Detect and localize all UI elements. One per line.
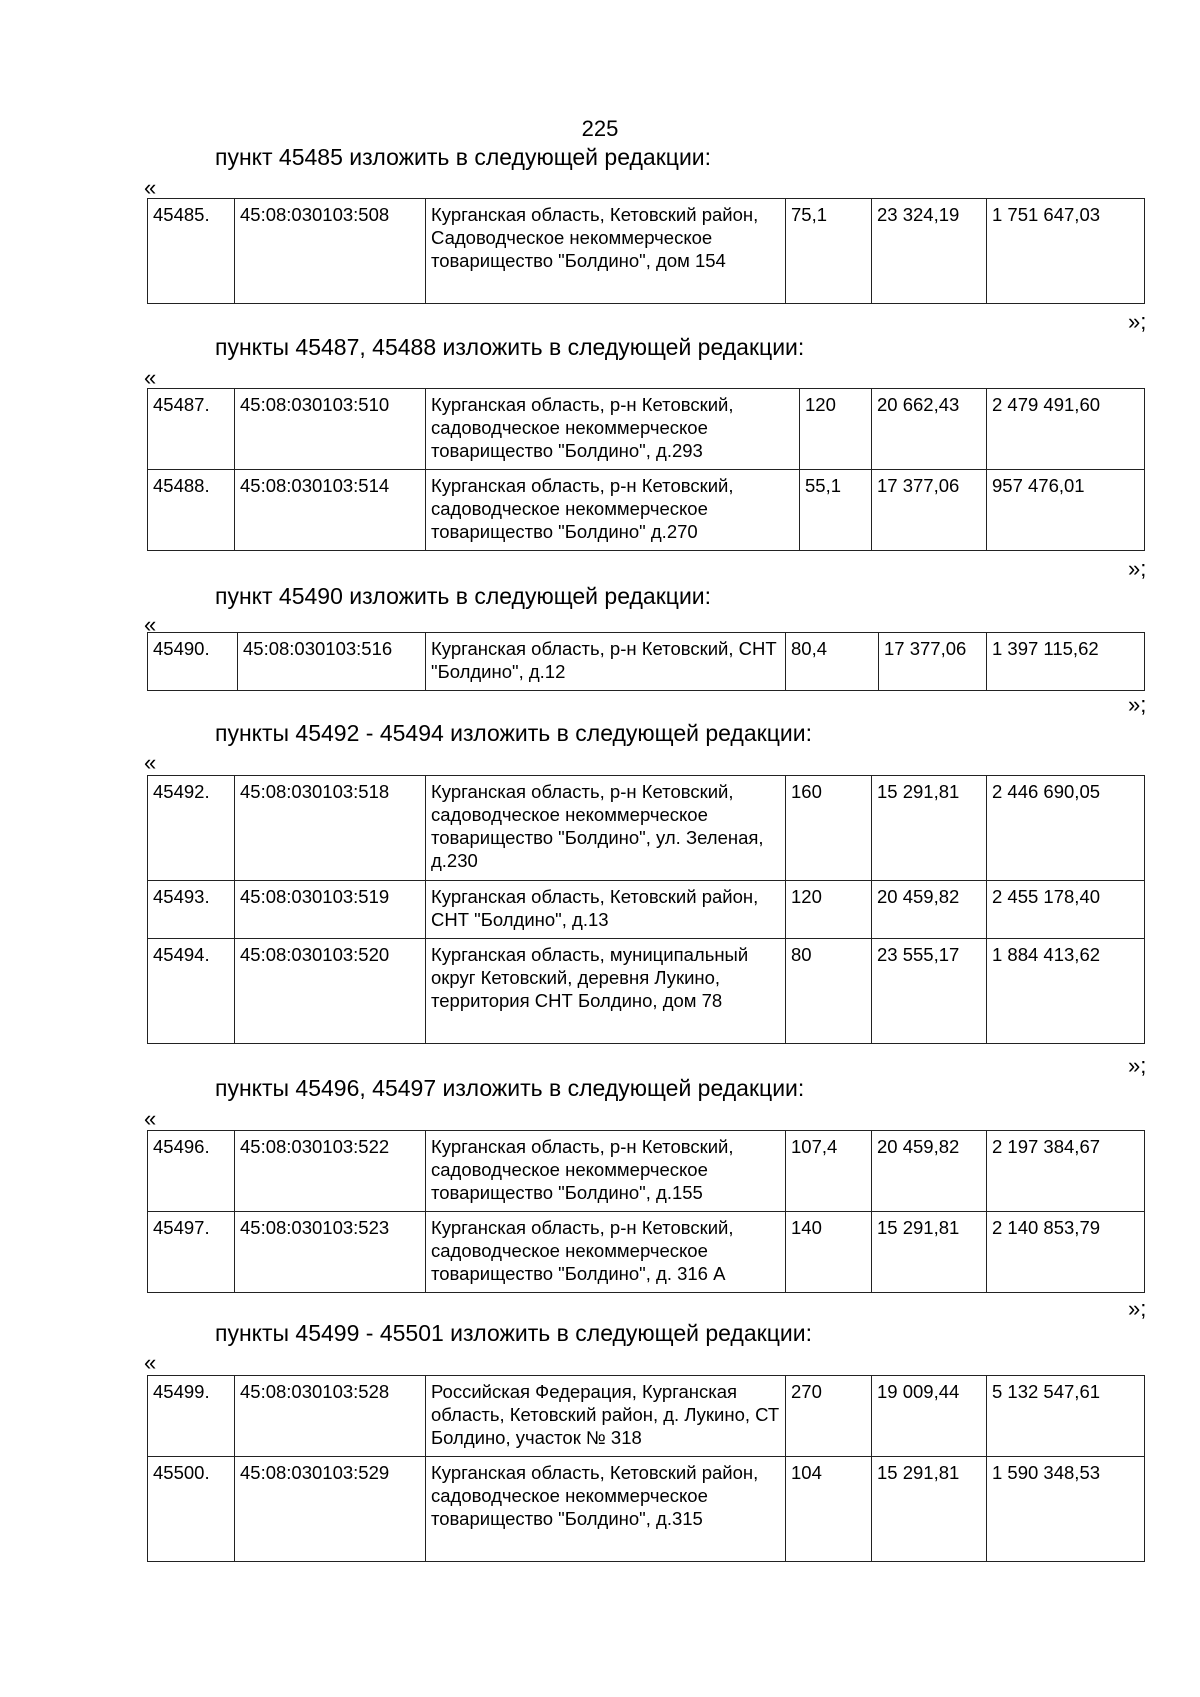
closing-quote: »; — [1128, 1053, 1147, 1078]
closing-quote: »; — [1128, 556, 1147, 581]
table-row — [148, 1376, 1145, 1457]
table-row — [148, 939, 1145, 1044]
section-heading: пункты 45487, 45488 изложить в следующей редакции: — [215, 334, 805, 360]
table-row — [148, 633, 1145, 691]
cadastral-number: 45:08:030103:529 — [235, 1457, 426, 1562]
cadastral-value: 2 197 384,67 — [987, 1131, 1145, 1212]
address: Курганская область, р-н Кетовский, садоводческое некоммерческое товарищество "Болдино", ул. Зеленая, д.230 — [426, 776, 786, 881]
area: 55,1 — [800, 470, 872, 551]
price-per-unit: 20 459,82 — [872, 1131, 987, 1212]
area: 270 — [786, 1376, 872, 1457]
address: Курганская область, р-н Кетовский, садоводческое некоммерческое товарищество "Болдино" д.270 — [426, 470, 800, 551]
cadastral-number: 45:08:030103:510 — [235, 389, 426, 470]
cadastral-number: 45:08:030103:508 — [235, 199, 426, 304]
price-per-unit: 20 459,82 — [872, 881, 987, 939]
table-row — [148, 881, 1145, 939]
property-table — [147, 1375, 1145, 1562]
cadastral-number: 45:08:030103:520 — [235, 939, 426, 1044]
cadastral-value: 2 140 853,79 — [987, 1212, 1145, 1293]
opening-quote: « — [144, 1106, 157, 1131]
address: Российская Федерация, Курганская область, Кетовский район, д. Лукино, СТ Болдино, участок № 318 — [426, 1376, 786, 1457]
cadastral-number: 45:08:030103:523 — [235, 1212, 426, 1293]
cadastral-number: 45:08:030103:522 — [235, 1131, 426, 1212]
opening-quote: « — [144, 365, 157, 390]
address: Курганская область, р-н Кетовский, садоводческое некоммерческое товарищество "Болдино", д. 316 А — [426, 1212, 786, 1293]
section-heading: пункт 45485 изложить в следующей редакции: — [215, 144, 712, 170]
price-per-unit: 23 324,19 — [872, 199, 987, 304]
cadastral-value: 1 751 647,03 — [987, 199, 1145, 304]
cadastral-value: 1 397 115,62 — [987, 633, 1145, 691]
section-heading: пункты 45492 - 45494 изложить в следующей редакции: — [215, 720, 812, 746]
area: 160 — [786, 776, 872, 881]
cadastral-value: 2 455 178,40 — [987, 881, 1145, 939]
cadastral-value: 1 590 348,53 — [987, 1457, 1145, 1562]
address: Курганская область, р-н Кетовский, СНТ "Болдино", д.12 — [426, 633, 786, 691]
area: 107,4 — [786, 1131, 872, 1212]
item-number: 45500. — [148, 1457, 235, 1562]
price-per-unit: 17 377,06 — [879, 633, 987, 691]
cadastral-value: 5 132 547,61 — [987, 1376, 1145, 1457]
page-number: 225 — [581, 116, 619, 141]
price-per-unit: 19 009,44 — [872, 1376, 987, 1457]
opening-quote: « — [144, 175, 157, 200]
property-table — [147, 775, 1145, 1044]
area: 140 — [786, 1212, 872, 1293]
address: Курганская область, Кетовский район, Садоводческое некоммерческое товарищество "Болдино", дом 154 — [426, 199, 786, 304]
price-per-unit: 23 555,17 — [872, 939, 987, 1044]
property-table — [147, 632, 1145, 691]
address: Курганская область, р-н Кетовский, садоводческое некоммерческое товарищество "Болдино", д.155 — [426, 1131, 786, 1212]
price-per-unit: 20 662,43 — [872, 389, 987, 470]
cadastral-value: 957 476,01 — [987, 470, 1145, 551]
address: Курганская область, р-н Кетовский, садоводческое некоммерческое товарищество "Болдино", д.293 — [426, 389, 800, 470]
item-number: 45490. — [148, 633, 238, 691]
opening-quote: « — [144, 750, 157, 775]
area: 104 — [786, 1457, 872, 1562]
item-number: 45496. — [148, 1131, 235, 1212]
item-number: 45485. — [148, 199, 235, 304]
closing-quote: »; — [1128, 1296, 1147, 1321]
cadastral-number: 45:08:030103:516 — [238, 633, 426, 691]
address: Курганская область, Кетовский район, садоводческое некоммерческое товарищество "Болдино", д.315 — [426, 1457, 786, 1562]
cadastral-value: 2 479 491,60 — [987, 389, 1145, 470]
section-heading: пункты 45496, 45497 изложить в следующей редакции: — [215, 1075, 805, 1101]
property-table — [147, 198, 1145, 304]
item-number: 45492. — [148, 776, 235, 881]
cadastral-number: 45:08:030103:528 — [235, 1376, 426, 1457]
item-number: 45497. — [148, 1212, 235, 1293]
property-table — [147, 388, 1145, 551]
address: Курганская область, муниципальный округ Кетовский, деревня Лукино, территория СНТ Болдино, дом 78 — [426, 939, 786, 1044]
section-heading: пункт 45490 изложить в следующей редакции: — [215, 583, 712, 609]
table-row — [148, 470, 1145, 551]
address: Курганская область, Кетовский район, СНТ "Болдино", д.13 — [426, 881, 786, 939]
area: 80 — [786, 939, 872, 1044]
cadastral-value: 2 446 690,05 — [987, 776, 1145, 881]
item-number: 45493. — [148, 881, 235, 939]
closing-quote: »; — [1128, 692, 1147, 717]
table-row — [148, 1212, 1145, 1293]
property-table — [147, 1130, 1145, 1293]
price-per-unit: 15 291,81 — [872, 776, 987, 881]
section-heading: пункты 45499 - 45501 изложить в следующей редакции: — [215, 1320, 812, 1346]
table-row — [148, 199, 1145, 304]
opening-quote: « — [144, 612, 157, 637]
price-per-unit: 15 291,81 — [872, 1212, 987, 1293]
table-row — [148, 1457, 1145, 1562]
area: 120 — [800, 389, 872, 470]
table-row — [148, 389, 1145, 470]
price-per-unit: 15 291,81 — [872, 1457, 987, 1562]
area: 80,4 — [786, 633, 879, 691]
cadastral-value: 1 884 413,62 — [987, 939, 1145, 1044]
item-number: 45499. — [148, 1376, 235, 1457]
item-number: 45488. — [148, 470, 235, 551]
table-row — [148, 1131, 1145, 1212]
table-row — [148, 776, 1145, 881]
area: 120 — [786, 881, 872, 939]
area: 75,1 — [786, 199, 872, 304]
item-number: 45487. — [148, 389, 235, 470]
item-number: 45494. — [148, 939, 235, 1044]
opening-quote: « — [144, 1350, 157, 1375]
closing-quote: »; — [1128, 309, 1147, 334]
cadastral-number: 45:08:030103:518 — [235, 776, 426, 881]
price-per-unit: 17 377,06 — [872, 470, 987, 551]
cadastral-number: 45:08:030103:519 — [235, 881, 426, 939]
cadastral-number: 45:08:030103:514 — [235, 470, 426, 551]
